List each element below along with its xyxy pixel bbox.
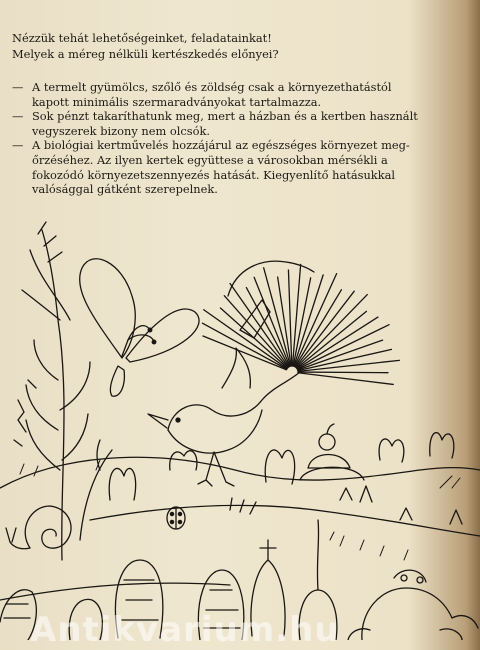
dash-bullet: — (12, 138, 24, 153)
benefit-item (12, 138, 452, 196)
benefit-line: fokozódó környezetszennyezés hatását. Kiegyenlítő hatásukkal (32, 167, 396, 182)
benefit-line: A biológiai kertművelés hozzájárul az egészséges környezet meg- (32, 138, 410, 153)
benefit-item (12, 80, 452, 109)
benefit-item (12, 109, 452, 138)
hills (0, 457, 480, 600)
sun-ray (203, 336, 286, 370)
benefits-list (12, 80, 452, 197)
benefit-line: A termelt gyümölcs, szőlő és zöldség csak a környezethatástól (32, 80, 392, 94)
benefit-line: kapott minimális szermaradványokat tartalmazza. (32, 94, 322, 109)
garden-illustration (0, 218, 480, 640)
apple-icon (300, 424, 364, 480)
sun-ray (298, 373, 393, 385)
intro-line-1: Nézzük tehát lehetőségeinket, feladatainkat! (12, 31, 272, 45)
intro-line-2: Melyek a méreg nélküli kertészkedés előnyei? (12, 47, 279, 61)
benefit-line: Sok pénzt takaríthatunk meg, mert a házban és a kertben használt (32, 109, 418, 124)
benefit-line: őrzéséhez. Az ilyen kertek együttese a városokban mérsékli a (32, 152, 388, 167)
butterfly-icon (80, 259, 199, 396)
sun-ray (298, 372, 388, 373)
benefit-line: vegyszerek bizony nem olcsók. (32, 123, 210, 138)
frog-icon (348, 570, 478, 640)
intro-text (12, 30, 452, 62)
dash-bullet: — (12, 80, 24, 94)
dash-bullet: — (12, 109, 24, 124)
fern-plants (14, 222, 112, 560)
sun-icon (202, 261, 399, 384)
ladybug-icon (167, 507, 185, 529)
benefit-line: valósággal gátként szerepelnek. (32, 182, 218, 197)
sun-ray (298, 340, 383, 370)
watermark: Antikvarium.hu (30, 610, 340, 650)
